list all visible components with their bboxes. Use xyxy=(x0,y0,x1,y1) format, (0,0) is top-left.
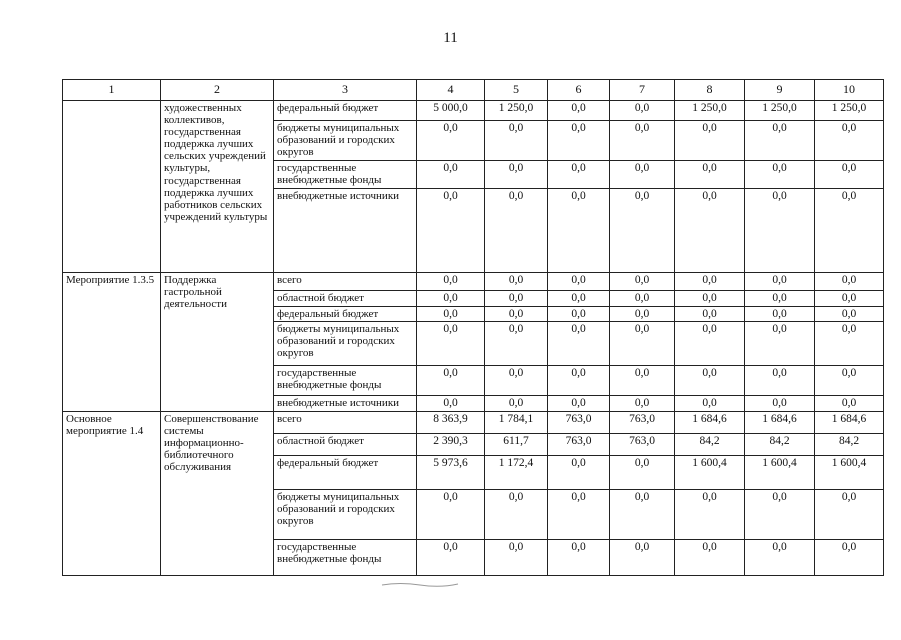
value-cell: 0,0 xyxy=(417,366,485,396)
value-cell: 0,0 xyxy=(485,539,548,575)
value-cell: 763,0 xyxy=(548,433,610,455)
value-cell: 0,0 xyxy=(815,189,884,273)
value-cell: 1 684,6 xyxy=(675,411,745,433)
value-cell: 1 684,6 xyxy=(815,411,884,433)
funding-source-cell: федеральный бюджет xyxy=(274,101,417,121)
funding-source-cell: бюджеты муниципальных образований и городских округов xyxy=(274,121,417,161)
page-number: 11 xyxy=(443,30,458,46)
value-cell: 0,0 xyxy=(548,322,610,366)
value-cell: 0,0 xyxy=(417,161,485,189)
value-cell: 0,0 xyxy=(815,306,884,322)
activity-code-cell: Мероприятие 1.3.5 xyxy=(63,273,161,412)
value-cell: 0,0 xyxy=(485,189,548,273)
value-cell: 0,0 xyxy=(610,101,675,121)
value-cell: 0,0 xyxy=(745,273,815,291)
value-cell: 0,0 xyxy=(610,189,675,273)
value-cell: 0,0 xyxy=(675,366,745,396)
funding-source-cell: государственные внебюджетные фонды xyxy=(274,366,417,396)
value-cell: 611,7 xyxy=(485,433,548,455)
value-cell: 84,2 xyxy=(745,433,815,455)
value-cell: 2 390,3 xyxy=(417,433,485,455)
funding-source-cell: всего xyxy=(274,411,417,433)
value-cell: 763,0 xyxy=(548,411,610,433)
value-cell: 5 000,0 xyxy=(417,101,485,121)
table-row xyxy=(63,101,884,121)
value-cell: 0,0 xyxy=(610,366,675,396)
value-cell: 0,0 xyxy=(417,189,485,273)
value-cell: 0,0 xyxy=(610,273,675,291)
value-cell: 0,0 xyxy=(485,306,548,322)
value-cell: 0,0 xyxy=(745,366,815,396)
value-cell: 0,0 xyxy=(815,161,884,189)
value-cell: 0,0 xyxy=(675,396,745,412)
value-cell: 84,2 xyxy=(815,433,884,455)
value-cell: 1 250,0 xyxy=(745,101,815,121)
funding-source-cell: государственные внебюджетные фонды xyxy=(274,539,417,575)
value-cell: 0,0 xyxy=(610,291,675,307)
value-cell: 0,0 xyxy=(610,161,675,189)
value-cell: 0,0 xyxy=(548,489,610,539)
value-cell: 0,0 xyxy=(675,273,745,291)
value-cell: 0,0 xyxy=(745,489,815,539)
value-cell: 0,0 xyxy=(417,306,485,322)
value-cell: 0,0 xyxy=(675,189,745,273)
value-cell: 0,0 xyxy=(548,101,610,121)
value-cell: 0,0 xyxy=(417,322,485,366)
value-cell: 0,0 xyxy=(610,489,675,539)
funding-source-cell: государственные внебюджетные фонды xyxy=(274,161,417,189)
funding-source-cell: всего xyxy=(274,273,417,291)
funding-source-cell: внебюджетные источники xyxy=(274,396,417,412)
column-header: 4 xyxy=(417,80,485,101)
value-cell: 0,0 xyxy=(745,539,815,575)
value-cell: 0,0 xyxy=(815,322,884,366)
value-cell: 1 600,4 xyxy=(745,455,815,489)
value-cell: 0,0 xyxy=(548,291,610,307)
value-cell: 0,0 xyxy=(485,273,548,291)
funding-source-cell: бюджеты муниципальных образований и городских округов xyxy=(274,322,417,366)
value-cell: 0,0 xyxy=(675,489,745,539)
table-row xyxy=(63,411,884,433)
value-cell: 0,0 xyxy=(485,322,548,366)
value-cell: 763,0 xyxy=(610,433,675,455)
value-cell: 0,0 xyxy=(548,273,610,291)
value-cell: 0,0 xyxy=(610,455,675,489)
value-cell: 0,0 xyxy=(485,121,548,161)
value-cell: 0,0 xyxy=(417,489,485,539)
value-cell: 0,0 xyxy=(815,396,884,412)
activity-code-cell: Основное мероприятие 1.4 xyxy=(63,411,161,575)
value-cell: 84,2 xyxy=(675,433,745,455)
value-cell: 0,0 xyxy=(745,189,815,273)
activity-name-cell: Поддержка гастрольной деятельности xyxy=(161,273,274,412)
value-cell: 0,0 xyxy=(417,539,485,575)
column-header: 9 xyxy=(745,80,815,101)
table-row xyxy=(63,273,884,291)
value-cell: 0,0 xyxy=(675,161,745,189)
value-cell: 0,0 xyxy=(417,396,485,412)
value-cell: 0,0 xyxy=(417,121,485,161)
value-cell: 0,0 xyxy=(815,489,884,539)
value-cell: 0,0 xyxy=(745,121,815,161)
value-cell: 0,0 xyxy=(675,291,745,307)
value-cell: 0,0 xyxy=(815,291,884,307)
value-cell: 0,0 xyxy=(745,322,815,366)
value-cell: 0,0 xyxy=(675,539,745,575)
value-cell: 0,0 xyxy=(485,396,548,412)
value-cell: 0,0 xyxy=(610,539,675,575)
value-cell: 0,0 xyxy=(610,322,675,366)
value-cell: 0,0 xyxy=(610,306,675,322)
value-cell: 0,0 xyxy=(815,539,884,575)
value-cell: 1 250,0 xyxy=(815,101,884,121)
value-cell: 0,0 xyxy=(745,396,815,412)
value-cell: 0,0 xyxy=(548,189,610,273)
value-cell: 0,0 xyxy=(610,396,675,412)
activity-code-cell xyxy=(63,101,161,273)
column-header: 10 xyxy=(815,80,884,101)
value-cell: 0,0 xyxy=(485,366,548,396)
value-cell: 0,0 xyxy=(417,273,485,291)
value-cell: 8 363,9 xyxy=(417,411,485,433)
funding-source-cell: федеральный бюджет xyxy=(274,306,417,322)
value-cell: 0,0 xyxy=(548,539,610,575)
funding-source-cell: областной бюджет xyxy=(274,291,417,307)
value-cell: 0,0 xyxy=(548,366,610,396)
value-cell: 0,0 xyxy=(745,306,815,322)
value-cell: 0,0 xyxy=(815,121,884,161)
value-cell: 0,0 xyxy=(815,366,884,396)
column-header: 2 xyxy=(161,80,274,101)
column-header: 7 xyxy=(610,80,675,101)
column-header: 1 xyxy=(63,80,161,101)
column-header: 6 xyxy=(548,80,610,101)
funding-source-cell: федеральный бюджет xyxy=(274,455,417,489)
funding-source-cell: областной бюджет xyxy=(274,433,417,455)
value-cell: 1 784,1 xyxy=(485,411,548,433)
value-cell: 0,0 xyxy=(745,291,815,307)
value-cell: 0,0 xyxy=(675,121,745,161)
column-header: 8 xyxy=(675,80,745,101)
value-cell: 0,0 xyxy=(815,273,884,291)
value-cell: 0,0 xyxy=(745,161,815,189)
value-cell: 0,0 xyxy=(417,291,485,307)
value-cell: 0,0 xyxy=(610,121,675,161)
funding-source-cell: внебюджетные источники xyxy=(274,189,417,273)
value-cell: 0,0 xyxy=(548,121,610,161)
column-header: 5 xyxy=(485,80,548,101)
value-cell: 1 250,0 xyxy=(675,101,745,121)
column-header: 3 xyxy=(274,80,417,101)
budget-table xyxy=(62,79,884,576)
value-cell: 5 973,6 xyxy=(417,455,485,489)
value-cell: 1 600,4 xyxy=(675,455,745,489)
value-cell: 1 250,0 xyxy=(485,101,548,121)
value-cell: 0,0 xyxy=(675,306,745,322)
value-cell: 0,0 xyxy=(485,291,548,307)
value-cell: 1 600,4 xyxy=(815,455,884,489)
value-cell: 0,0 xyxy=(675,322,745,366)
value-cell: 0,0 xyxy=(485,489,548,539)
value-cell: 0,0 xyxy=(548,306,610,322)
value-cell: 0,0 xyxy=(548,455,610,489)
value-cell: 0,0 xyxy=(548,161,610,189)
activity-name-cell: художественных коллективов, государственная поддержка лучших сельских учреждений культуры, государственная поддержка лучших работников сельских учреждений культуры xyxy=(161,101,274,273)
value-cell: 1 172,4 xyxy=(485,455,548,489)
scan-mark xyxy=(380,580,460,588)
value-cell: 0,0 xyxy=(548,396,610,412)
value-cell: 763,0 xyxy=(610,411,675,433)
activity-name-cell: Совершенствование системы информационно-библиотечного обслуживания xyxy=(161,411,274,575)
value-cell: 0,0 xyxy=(485,161,548,189)
header-row xyxy=(63,80,884,101)
funding-source-cell: бюджеты муниципальных образований и городских округов xyxy=(274,489,417,539)
value-cell: 1 684,6 xyxy=(745,411,815,433)
